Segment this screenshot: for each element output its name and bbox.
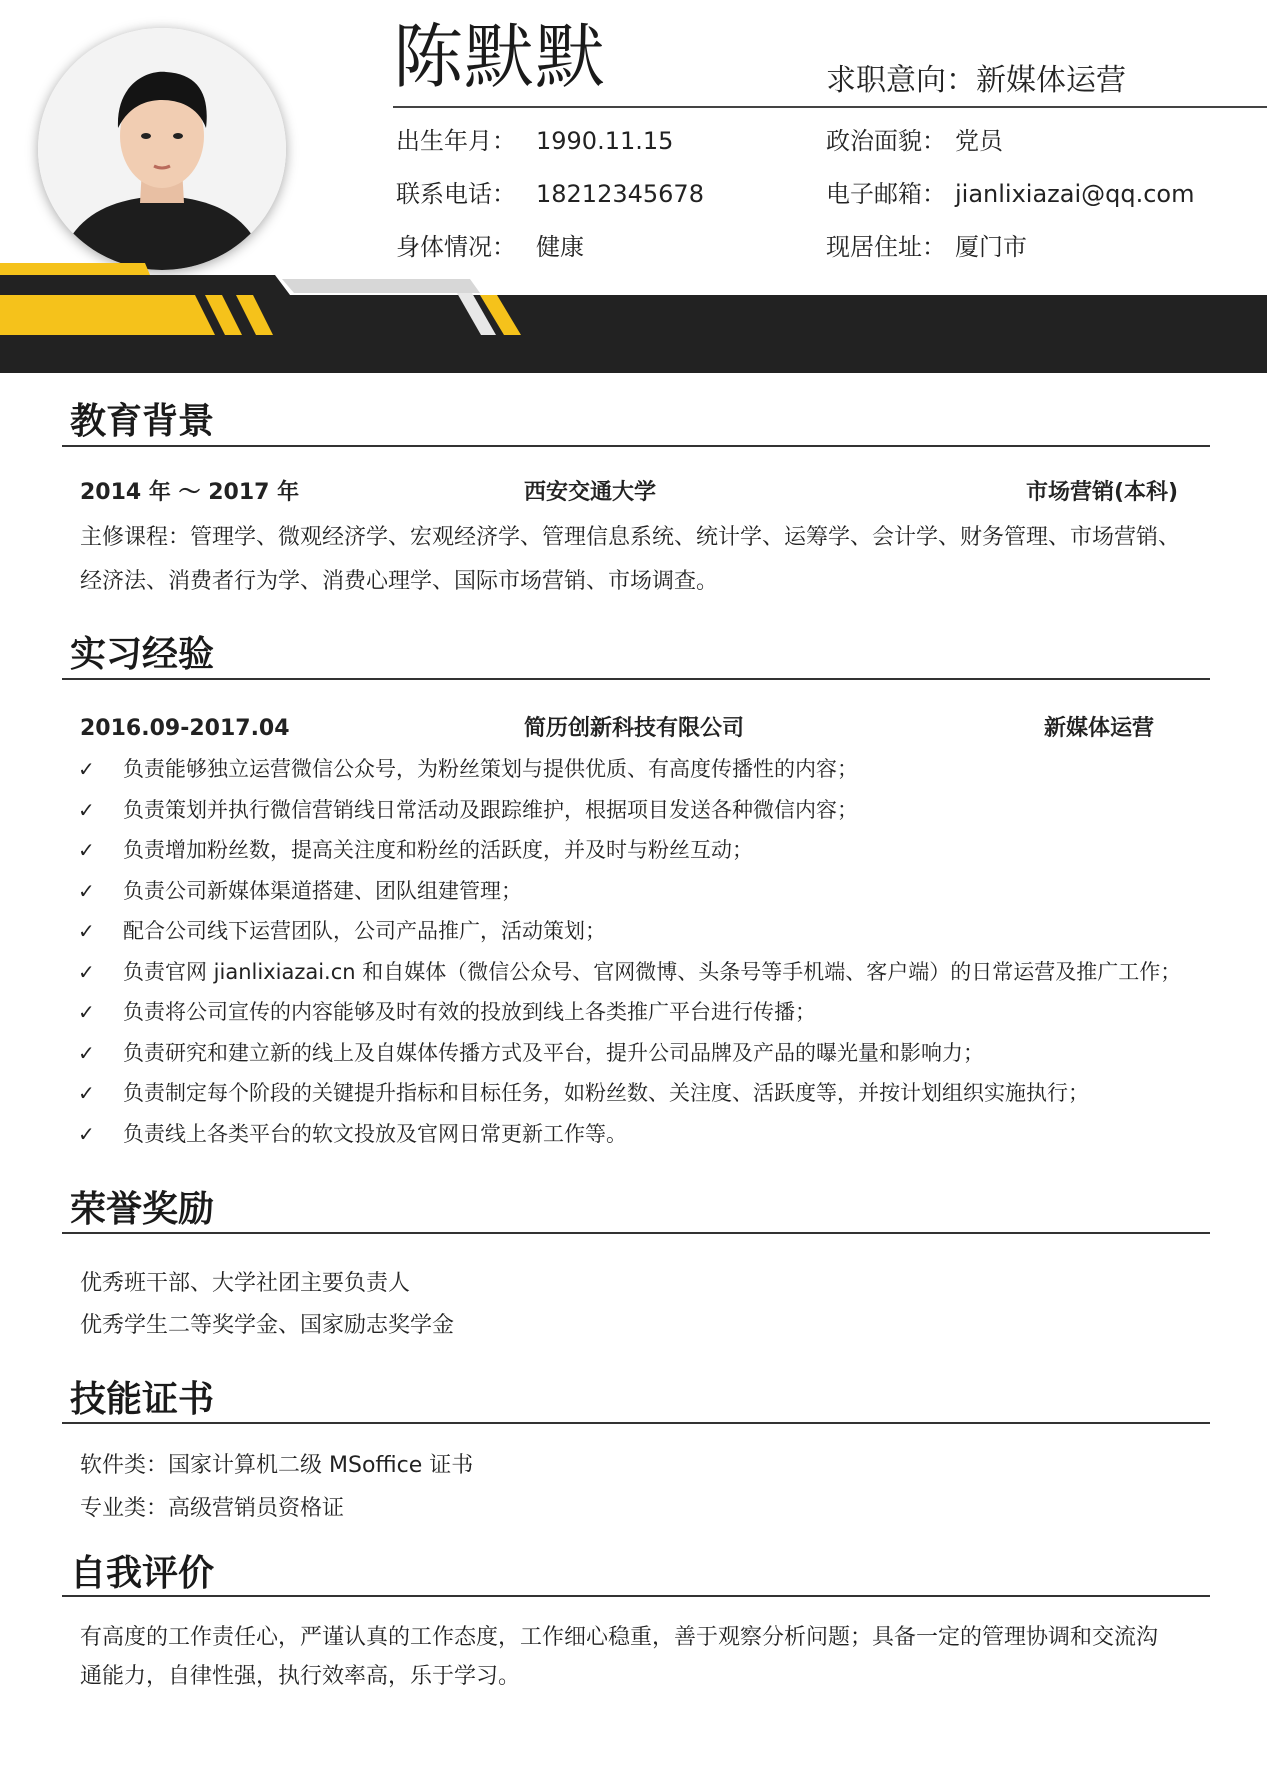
- section-title-skills: 技能证书: [70, 1379, 215, 1420]
- politics-label: 政治面貌：: [826, 127, 946, 155]
- header-band: [0, 255, 1267, 375]
- section-title-self-eval: 自我评价: [70, 1553, 215, 1594]
- birth-label: 出生年月：: [396, 127, 516, 155]
- duty-item: 负责线上各类平台的软文投放及官网日常更新工作等。: [123, 1122, 627, 1146]
- check-icon: ✓: [78, 838, 95, 862]
- internship-period: 2016.09-2017.04: [80, 716, 290, 741]
- job-target-label: 求职意向：: [826, 63, 976, 98]
- check-icon: ✓: [78, 1041, 95, 1065]
- self-eval-line2: 通能力，自律性强，执行效率高，乐于学习。: [80, 1664, 521, 1689]
- duty-item: 负责制定每个阶段的关键提升指标和目标任务，如粉丝数、关注度、活跃度等，并按计划组织实施执行；: [123, 1081, 1089, 1105]
- honor-item: 优秀班干部、大学社团主要负责人: [80, 1271, 411, 1296]
- check-icon: ✓: [78, 1000, 95, 1024]
- section-divider: [62, 1232, 1210, 1234]
- education-courses-line1: 主修课程：管理学、微观经济学、宏观经济学、管理信息系统、统计学、运筹学、会计学、财务管理、市场营销、: [80, 525, 1181, 550]
- check-icon: ✓: [78, 1122, 95, 1146]
- education-courses-line2: 经济法、消费者行为学、消费心理学、国际市场营销、市场调查。: [80, 569, 719, 594]
- self-eval-line1: 有高度的工作责任心，严谨认真的工作态度，工作细心稳重，善于观察分析问题；具备一定的管理协调和交流沟: [80, 1625, 1159, 1650]
- internship-position: 新媒体运营: [1044, 716, 1155, 741]
- section-title-education: 教育背景: [70, 401, 215, 442]
- duty-item: 负责能够独立运营微信公众号，为粉丝策划与提供优质、有高度传播性的内容；: [123, 757, 858, 781]
- job-target: [826, 63, 1126, 98]
- address-value: 厦门市: [955, 233, 1027, 261]
- duty-item: 负责将公司宣传的内容能够及时有效的投放到线上各类推广平台进行传播；: [123, 1000, 816, 1024]
- check-icon: ✓: [78, 798, 95, 822]
- education-major: 市场营销(本科): [1026, 480, 1179, 505]
- check-icon: ✓: [78, 879, 95, 903]
- address-label: 现居住址：: [826, 233, 946, 261]
- candidate-name: 陈默默: [393, 16, 606, 98]
- duty-item: 负责增加粉丝数，提高关注度和粉丝的活跃度，并及时与粉丝互动；: [123, 838, 753, 862]
- skill-item: 软件类：国家计算机二级 MSoffice 证书: [80, 1453, 474, 1478]
- duty-item: 配合公司线下运营团队，公司产品推广，活动策划；: [123, 919, 606, 943]
- skill-item: 专业类：高级营销员资格证: [80, 1496, 345, 1521]
- profile-photo: [38, 28, 286, 270]
- check-icon: ✓: [78, 960, 95, 984]
- check-icon: ✓: [78, 757, 95, 781]
- section-divider: [62, 1595, 1210, 1597]
- duty-item: 负责研究和建立新的线上及自媒体传播方式及平台，提升公司品牌及产品的曝光量和影响力；: [123, 1041, 984, 1065]
- phone-value: 18212345678: [536, 180, 704, 208]
- check-icon: ✓: [78, 919, 95, 943]
- education-school: 西安交通大学: [524, 480, 657, 505]
- duty-item: 负责官网 jianlixiazai.cn 和自媒体（微信公众号、官网微博、头条号等手机端、客户端）的日常运营及推广工作；: [123, 960, 1182, 984]
- duty-item: 负责公司新媒体渠道搭建、团队组建管理；: [123, 879, 522, 903]
- politics-value: 党员: [955, 127, 1003, 155]
- email-label: 电子邮箱：: [826, 180, 946, 208]
- phone-label: 联系电话：: [396, 180, 516, 208]
- health-value: 健康: [536, 233, 584, 261]
- duty-item: 负责策划并执行微信营销线日常活动及跟踪维护，根据项目发送各种微信内容；: [123, 798, 858, 822]
- header-divider: [393, 106, 1267, 108]
- birth-value: 1990.11.15: [536, 127, 674, 155]
- section-divider: [62, 1422, 1210, 1424]
- email-value: jianlixiazai@qq.com: [955, 180, 1195, 208]
- avatar: [38, 28, 286, 270]
- check-icon: ✓: [78, 1081, 95, 1105]
- section-title-internship: 实习经验: [70, 634, 215, 675]
- section-divider: [62, 445, 1210, 447]
- section-divider: [62, 678, 1210, 680]
- honor-item: 优秀学生二等奖学金、国家励志奖学金: [80, 1313, 455, 1338]
- health-label: 身体情况：: [396, 233, 516, 261]
- education-period: 2014 年 ～ 2017 年: [80, 480, 300, 505]
- internship-company: 简历创新科技有限公司: [524, 716, 745, 741]
- section-title-honors: 荣誉奖励: [70, 1189, 215, 1230]
- job-target-value: 新媒体运营: [976, 63, 1126, 98]
